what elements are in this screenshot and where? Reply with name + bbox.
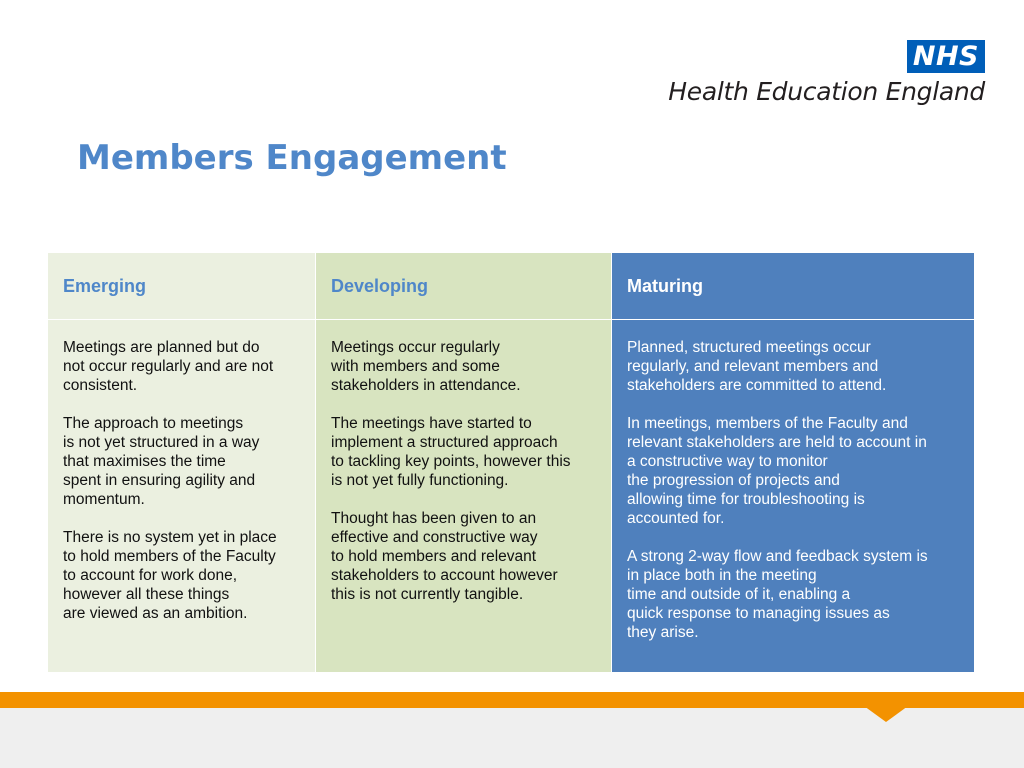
- footer-notch-marker: [864, 706, 908, 722]
- column-header-emerging: Emerging: [48, 253, 315, 319]
- developing-paragraph: The meetings have started to implement a structured approach to tackling key points, however this is not yet fully functioning.: [331, 415, 571, 489]
- organisation-name: Health Education England: [668, 77, 985, 106]
- column-body-developing: [315, 319, 611, 672]
- emerging-paragraph: The approach to meetings is not yet structured in a way that maximises the time spent in ensuring agility and momentum.: [63, 415, 260, 508]
- developing-paragraph: Meetings occur regularly with members and some stakeholders in attendance.: [331, 339, 521, 394]
- emerging-paragraph: There is no system yet in place to hold members of the Faculty to account for work done, however all these things are viewed as an ambition.: [63, 529, 277, 622]
- column-body-maturing: [611, 319, 974, 672]
- maturing-paragraph: Planned, structured meetings occur regularly, and relevant members and stakeholders are committed to attend.: [627, 339, 887, 394]
- column-body-emerging: [48, 319, 315, 672]
- maturing-paragraph: A strong 2-way flow and feedback system is in place both in the meeting time and outside of it, enabling a quick response to managing issues as they arise.: [627, 548, 928, 641]
- slide-footer: [0, 692, 1024, 768]
- engagement-maturity-table: [48, 253, 974, 672]
- column-header-developing: Developing: [315, 253, 611, 319]
- hee-logo: [668, 40, 985, 106]
- maturing-paragraph: In meetings, members of the Faculty and relevant stakeholders are held to account in a constructive way to monitor the progression of projects and allowing time for troubleshooting is accounted for.: [627, 415, 927, 527]
- page-title: Members Engagement: [77, 138, 507, 178]
- nhs-logo-mark: NHS: [907, 40, 985, 73]
- emerging-paragraph: Meetings are planned but do not occur regularly and are not consistent.: [63, 339, 274, 394]
- developing-paragraph: Thought has been given to an effective and constructive way to hold members and relevant stakeholders to account however this is not currently tangible.: [331, 510, 558, 603]
- column-header-maturing: Maturing: [611, 253, 974, 319]
